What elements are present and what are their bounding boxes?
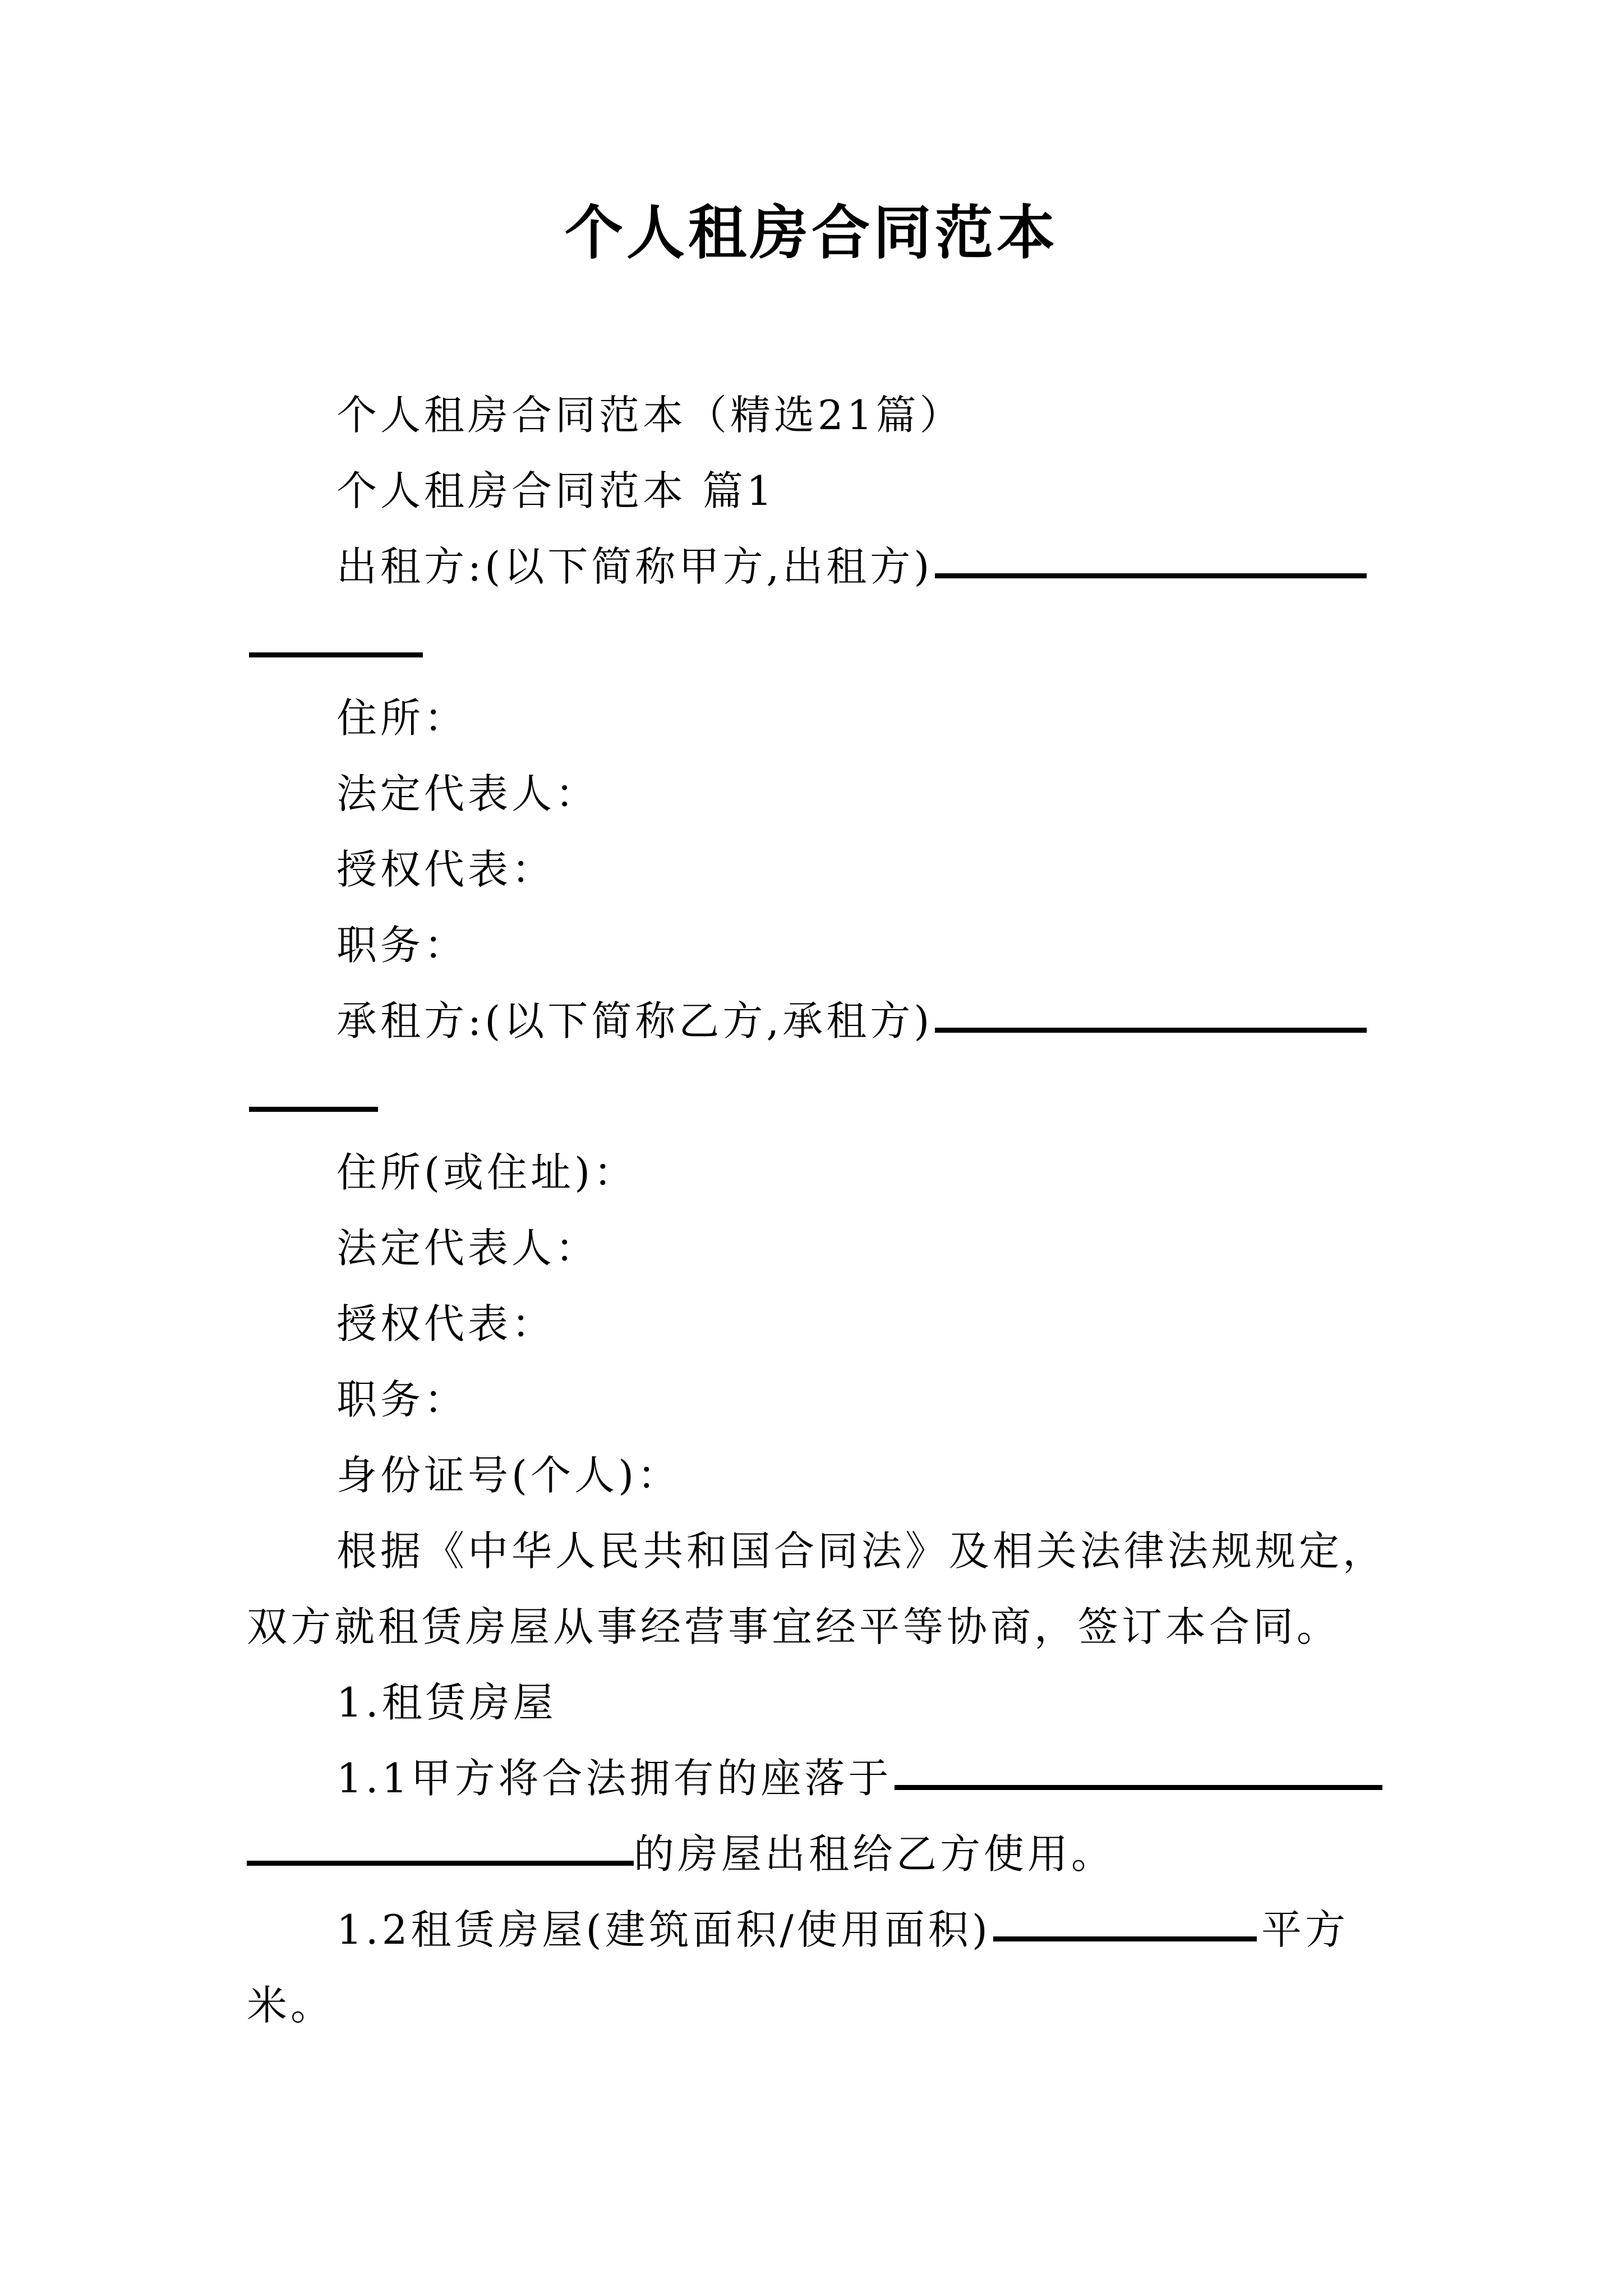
location-blank (895, 1785, 1382, 1790)
clause-1-2-unit-last: 米。 (247, 1982, 335, 2029)
lessor-name-blank-continued (249, 652, 423, 657)
clause-1-2-line (336, 1902, 1349, 1958)
section-heading: 个人租房合同范本 篇1 (336, 467, 776, 514)
lessor-label: 出租方:(以下简称甲方,出租方) (336, 543, 933, 590)
lessor-authorized-rep-label: 授权代表： (336, 846, 556, 893)
clause-1-1-prefix: 1.1甲方将合法拥有的座落于 (336, 1755, 892, 1802)
clause-1-1-line (336, 1750, 1382, 1806)
lessor-line (336, 539, 1367, 595)
lessor-name-blank (935, 573, 1367, 578)
area-blank (993, 1936, 1257, 1941)
document-title: 个人租房合同范本 (564, 199, 1058, 267)
lessor-legal-rep-label: 法定代表人： (336, 770, 600, 817)
preamble-line-1: 根据《中华人民共和国合同法》及相关法律法规规定， (336, 1527, 1387, 1575)
lessee-id-label: 身份证号(个人)： (336, 1452, 681, 1499)
lessee-name-blank (935, 1028, 1367, 1033)
lessee-line (336, 993, 1367, 1049)
lessee-legal-rep-label: 法定代表人： (336, 1225, 600, 1272)
lessee-address-label: 住所(或住址)： (336, 1149, 638, 1196)
clause-1-2-unit-first: 平方 (1261, 1906, 1349, 1953)
lessor-position-label: 职务： (336, 922, 468, 969)
lessee-name-blank-continued (249, 1107, 378, 1112)
document-subtitle: 个人租房合同范本（精选21篇） (336, 392, 963, 439)
clause-1-1-continued (247, 1826, 1115, 1882)
lessor-address-label: 住所： (336, 694, 468, 742)
clause-1-2-prefix: 1.2租赁房屋(建筑面积/使用面积) (336, 1906, 991, 1953)
location-blank-continued (247, 1861, 634, 1866)
lessee-authorized-rep-label: 授权代表： (336, 1300, 556, 1347)
preamble-line-2: 双方就租赁房屋从事经营事宜经平等协商，签订本合同。 (247, 1603, 1341, 1650)
clause-1-1-suffix: 的房屋出租给乙方使用。 (634, 1830, 1115, 1878)
lessee-label: 承租方:(以下简称乙方,承租方) (336, 997, 933, 1045)
lessee-position-label: 职务： (336, 1376, 468, 1423)
clause-1-heading: 1.租赁房屋 (336, 1679, 557, 1726)
